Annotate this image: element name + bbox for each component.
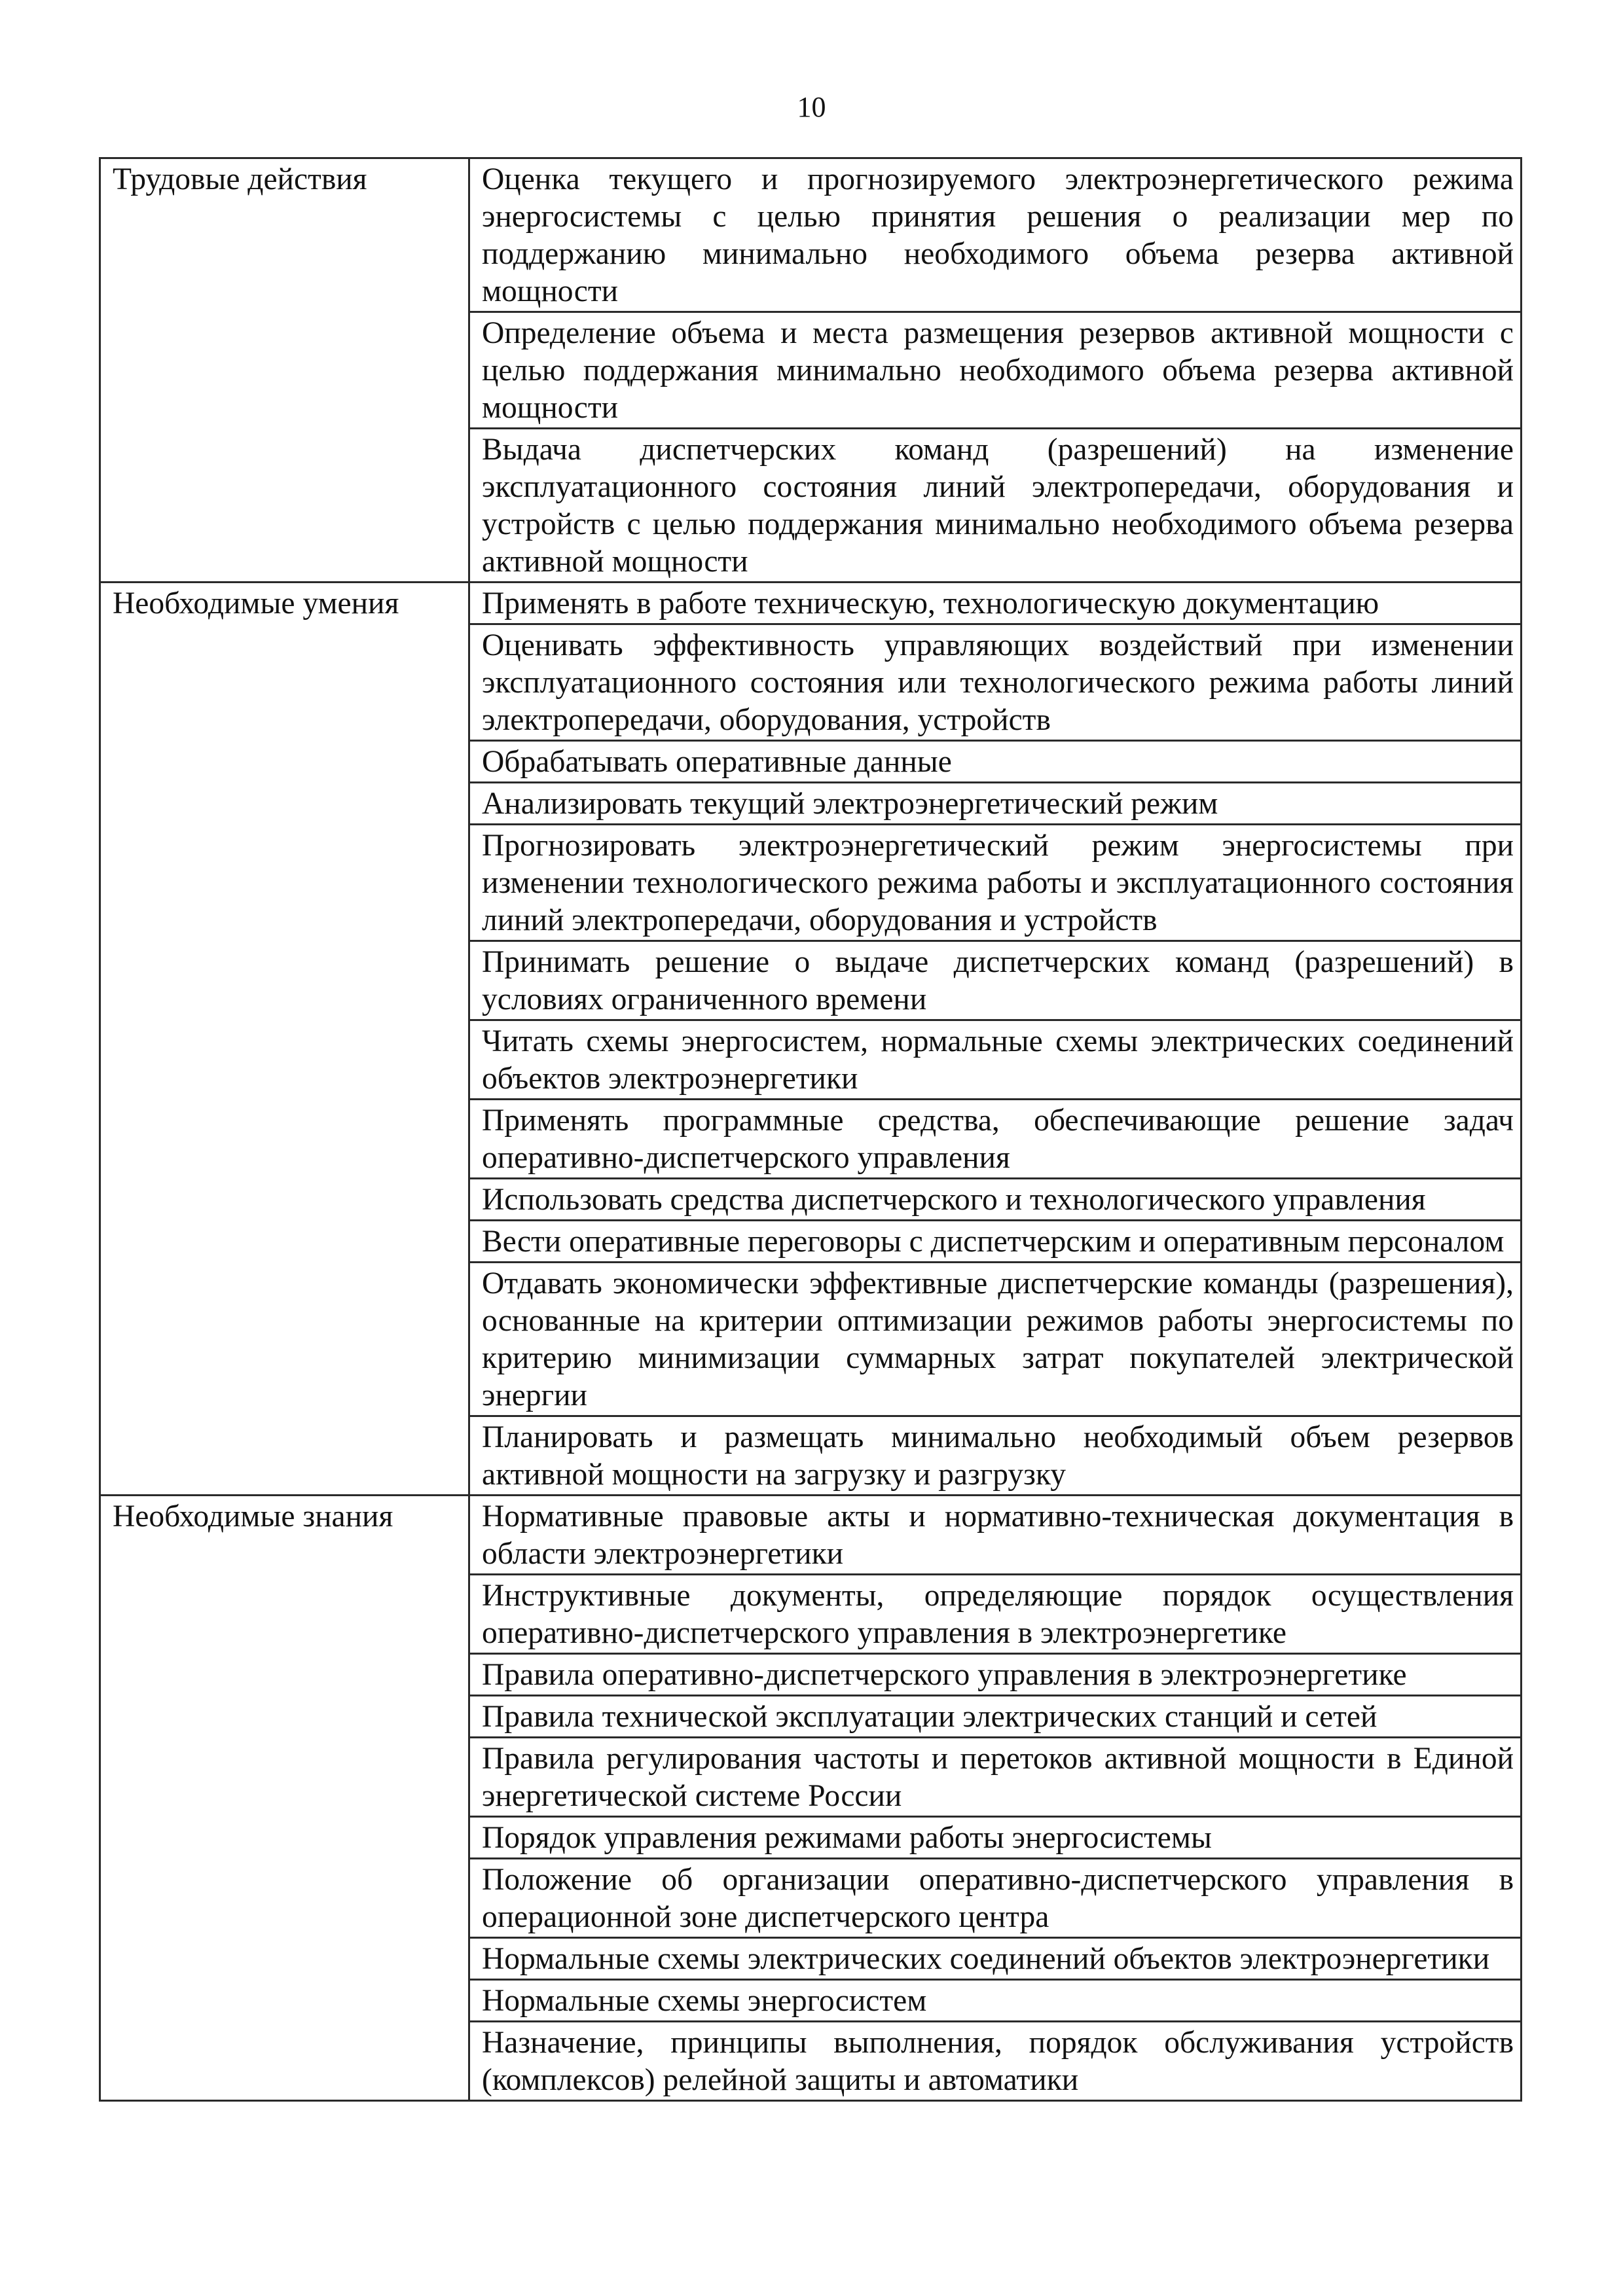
competency-table bbox=[99, 157, 1522, 2102]
section-item: Нормальные схемы энергосистем bbox=[469, 1980, 1522, 2022]
section-item: Правила регулирования частоты и перетоков активной мощности в Единой энергетической системе России bbox=[469, 1738, 1522, 1817]
section-label: Необходимые умения bbox=[100, 583, 469, 1496]
table-row bbox=[100, 583, 1522, 624]
section-item: Определение объема и места размещения резервов активной мощности с целью поддержания минимально необходимого объема резерва активной мощности bbox=[469, 312, 1522, 429]
section-item: Оценка текущего и прогнозируемого электроэнергетического режима энергосистемы с целью принятия решения о реализации мер по поддержанию минимально необходимого объема резерва активной мощности bbox=[469, 158, 1522, 312]
section-label: Необходимые знания bbox=[100, 1496, 469, 2101]
section-item: Прогнозировать электроэнергетический режим энергосистемы при изменении технологического режима работы и эксплуатационного состояния линий электропередачи, оборудования и устройств bbox=[469, 825, 1522, 941]
section-item: Применять программные средства, обеспечивающие решение задач оперативно-диспетчерского управления bbox=[469, 1100, 1522, 1179]
section-item: Обрабатывать оперативные данные bbox=[469, 741, 1522, 783]
competency-table-body bbox=[100, 158, 1522, 2101]
section-item: Положение об организации оперативно-диспетчерского управления в операционной зоне диспетчерского центра bbox=[469, 1859, 1522, 1938]
page-number: 10 bbox=[797, 91, 826, 123]
section-label: Трудовые действия bbox=[100, 158, 469, 583]
section-item: Правила технической эксплуатации электрических станций и сетей bbox=[469, 1696, 1522, 1738]
section-item: Нормативные правовые акты и нормативно-техническая документация в области электроэнергетики bbox=[469, 1496, 1522, 1575]
section-item: Использовать средства диспетчерского и технологического управления bbox=[469, 1179, 1522, 1221]
section-item: Читать схемы энергосистем, нормальные схемы электрических соединений объектов электроэнергетики bbox=[469, 1020, 1522, 1100]
table-row bbox=[100, 1496, 1522, 1575]
section-item: Планировать и размещать минимально необходимый объем резервов активной мощности на загрузку и разгрузку bbox=[469, 1416, 1522, 1496]
section-item: Порядок управления режимами работы энергосистемы bbox=[469, 1817, 1522, 1859]
section-item: Нормальные схемы электрических соединений объектов электроэнергетики bbox=[469, 1938, 1522, 1980]
section-item: Назначение, принципы выполнения, порядок обслуживания устройств (комплексов) релейной защиты и автоматики bbox=[469, 2022, 1522, 2101]
section-item: Анализировать текущий электроэнергетический режим bbox=[469, 783, 1522, 825]
section-item: Применять в работе техническую, технологическую документацию bbox=[469, 583, 1522, 624]
section-item: Оценивать эффективность управляющих воздействий при изменении эксплуатационного состояния или технологического режима работы линий электропередачи, оборудования, устройств bbox=[469, 624, 1522, 741]
table-row bbox=[100, 158, 1522, 312]
section-item: Отдавать экономически эффективные диспетчерские команды (разрешения), основанные на критерии оптимизации режимов работы энергосистемы по критерию минимизации суммарных затрат покупателей электрической энергии bbox=[469, 1263, 1522, 1416]
section-item: Принимать решение о выдаче диспетчерских команд (разрешений) в условиях ограниченного времени bbox=[469, 941, 1522, 1020]
section-item: Правила оперативно-диспетчерского управления в электроэнергетике bbox=[469, 1654, 1522, 1696]
section-item: Выдача диспетчерских команд (разрешений) на изменение эксплуатационного состояния линий электропередачи, оборудования и устройств с целью поддержания минимально необходимого объема резерва активной мощности bbox=[469, 429, 1522, 583]
section-item: Инструктивные документы, определяющие порядок осуществления оперативно-диспетчерского управления в электроэнергетике bbox=[469, 1575, 1522, 1654]
section-item: Вести оперативные переговоры с диспетчерским и оперативным персоналом bbox=[469, 1221, 1522, 1263]
